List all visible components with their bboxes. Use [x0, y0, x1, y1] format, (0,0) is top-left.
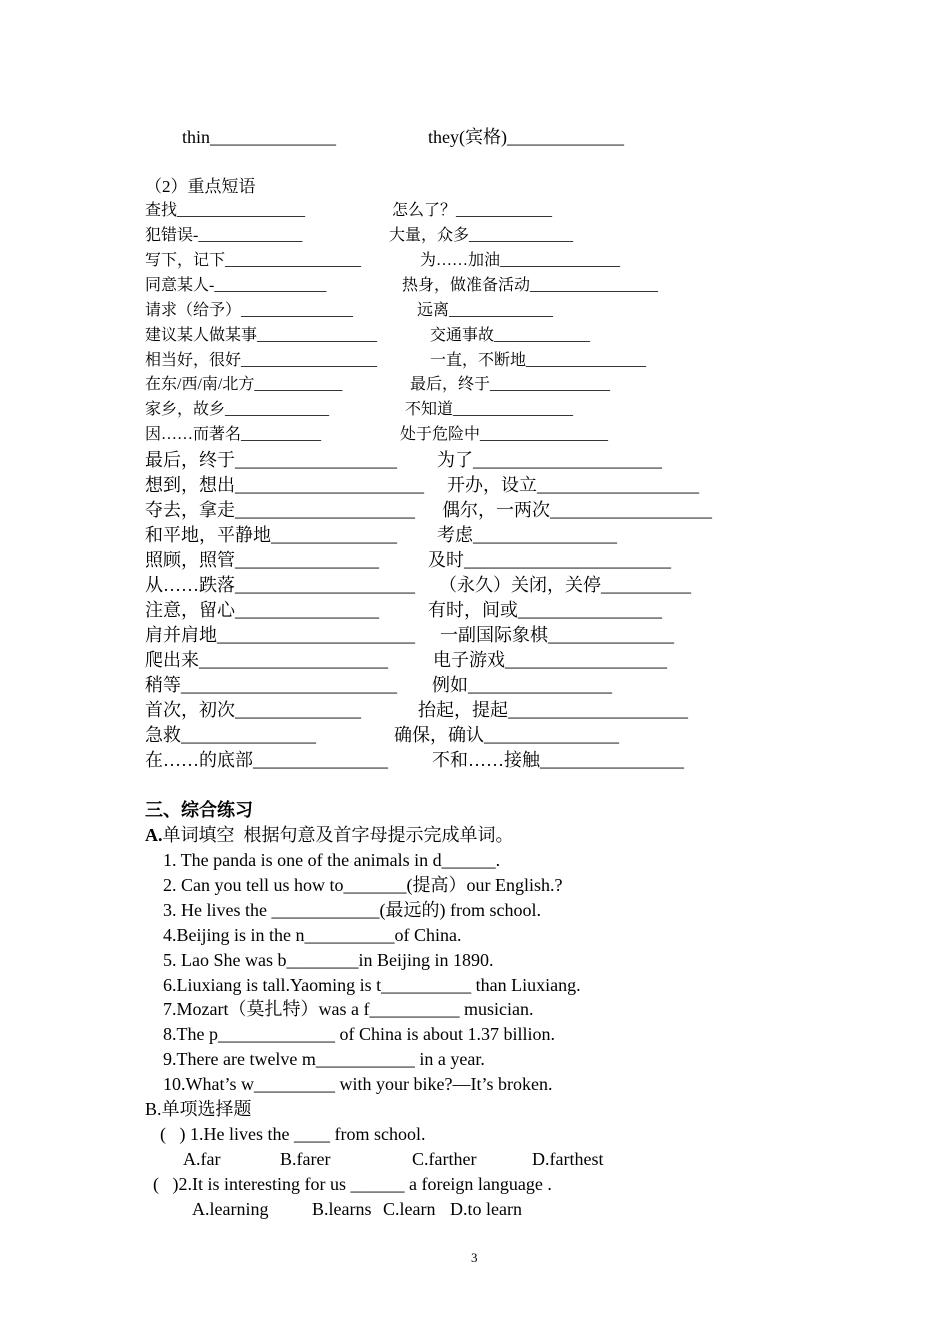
exercise-item: 2. Can you tell us how to_______(提高）our English.?: [163, 875, 563, 895]
phrase-row-left: 想到，想出_____________________: [145, 475, 424, 495]
phrase-row-right: 交通事故____________: [430, 327, 591, 344]
phrase-row-right: 不和……接触________________: [432, 750, 684, 770]
phrase-row-left: 在东/西/南/北方___________: [145, 376, 343, 393]
phrase-row-right: 电子游戏__________________: [433, 650, 667, 670]
phrase-row-right: 确保，确认_______________: [394, 725, 619, 745]
part-b-title: B.单项选择题: [145, 1099, 252, 1119]
phrase-row-left: 肩并肩地______________________: [145, 625, 415, 645]
phrase-row-left: 急救_______________: [145, 725, 316, 745]
phrase-row-right: 例如________________: [432, 675, 612, 695]
exercise-item: 4.Beijing is in the n__________of China.: [163, 925, 462, 945]
phrase-row-left: 和平地，平静地______________: [145, 525, 397, 545]
phrase-row-left: 因……而著名__________: [145, 426, 322, 443]
vocab-they: they(宾格)_____________: [428, 127, 624, 147]
part-a-label: A.: [145, 825, 163, 845]
phrase-row-left: 家乡，故乡_____________: [145, 401, 330, 418]
phrase-row-left: 照顾，照管________________: [145, 550, 379, 570]
q2-option-a: A.learning: [192, 1199, 269, 1219]
q2-option-b: B.learns: [312, 1199, 372, 1219]
part-a-instruction: 单词填空 根据句意及首字母提示完成单词。: [162, 825, 514, 845]
phrase-row-right: 不知道_______________: [405, 401, 574, 418]
phrase-row-right: 及时_______________________: [428, 550, 671, 570]
phrase-row-left: 相当好，很好_________________: [145, 352, 378, 369]
phrase-row-left: 稍等________________________: [145, 675, 397, 695]
part-a-header: [145, 826, 514, 844]
exercise-item: 5. Lao She was b________in Beijing in 1890.: [163, 950, 494, 970]
question-1-stem: ( ) 1.He lives the ____ from school.: [160, 1124, 426, 1144]
page-number: 3: [471, 1250, 478, 1265]
phrase-row-right: 处于危险中________________: [400, 426, 609, 443]
phrase-row-left: 同意某人-______________: [145, 277, 327, 294]
exercise-item: 8.The p_____________ of China is about 1.37 billion.: [163, 1024, 555, 1044]
phrase-row-left: 注意，留心________________: [145, 600, 379, 620]
phrases-heading: （2）重点短语: [145, 177, 256, 196]
phrase-row-right: 一直，不断地_______________: [430, 352, 647, 369]
phrase-row-right: 热身，做准备活动________________: [402, 277, 659, 294]
section-title: 三、综合练习: [145, 800, 253, 820]
exercise-item: 7.Mozart（莫扎特）was a f__________ musician.: [163, 999, 534, 1019]
exercise-item: 9.There are twelve m___________ in a year.: [163, 1049, 485, 1069]
phrase-row-left: 最后，终于__________________: [145, 450, 397, 470]
phrase-row-right: 有时，间或________________: [428, 600, 662, 620]
q2-option-c: C.learn: [383, 1199, 436, 1219]
q1-option-d: D.farthest: [532, 1149, 604, 1169]
exercise-item: 3. He lives the ____________(最远的) from school.: [163, 900, 541, 920]
phrase-row-left: 从……跌落____________________: [145, 575, 415, 595]
phrase-row-right: 为了_____________________: [437, 450, 662, 470]
phrase-row-right: （永久）关闭，关停__________: [439, 575, 691, 595]
q1-option-b: B.farer: [280, 1149, 331, 1169]
phrase-row-left: 在……的底部_______________: [145, 750, 388, 770]
exercise-item: 10.What’s w_________ with your bike?—It’s broken.: [163, 1074, 553, 1094]
vocab-thin: thin______________: [182, 127, 337, 147]
phrase-row-left: 请求（给予）______________: [145, 302, 354, 319]
phrase-row-right: 怎么了？____________: [392, 202, 553, 219]
phrase-row-left: 建议某人做某事_______________: [145, 327, 378, 344]
phrase-row-right: 考虑________________: [437, 525, 617, 545]
phrase-row-right: 开办，设立__________________: [447, 475, 699, 495]
q1-option-a: A.far: [183, 1149, 221, 1169]
phrase-row-left: 写下，记下_________________: [145, 252, 362, 269]
phrase-row-left: 查找________________: [145, 202, 306, 219]
question-2-stem: ( )2.It is interesting for us ______ a foreign language .: [153, 1174, 552, 1194]
phrase-row-right: 远离_____________: [417, 302, 554, 319]
phrase-row-left: 首次，初次______________: [145, 700, 361, 720]
q1-option-c: C.farther: [412, 1149, 477, 1169]
phrase-row-right: 最后，终于_______________: [410, 376, 611, 393]
phrase-row-right: 为……加油_______________: [420, 252, 621, 269]
phrase-row-left: 夺去，拿走____________________: [145, 500, 415, 520]
phrase-row-right: 偶尔，一两次__________________: [442, 500, 712, 520]
phrase-row-left: 犯错误-_____________: [145, 227, 303, 244]
exercise-item: 1. The panda is one of the animals in d______.: [163, 850, 501, 870]
phrase-row-right: 大量，众多_____________: [389, 227, 574, 244]
q2-option-d: D.to learn: [450, 1199, 522, 1219]
exercise-item: 6.Liuxiang is tall.Yaoming is t__________ than Liuxiang.: [163, 975, 581, 995]
phrase-row-left: 爬出来_____________________: [145, 650, 388, 670]
phrase-row-right: 抬起，提起____________________: [418, 700, 688, 720]
phrase-row-right: 一副国际象棋______________: [440, 625, 674, 645]
